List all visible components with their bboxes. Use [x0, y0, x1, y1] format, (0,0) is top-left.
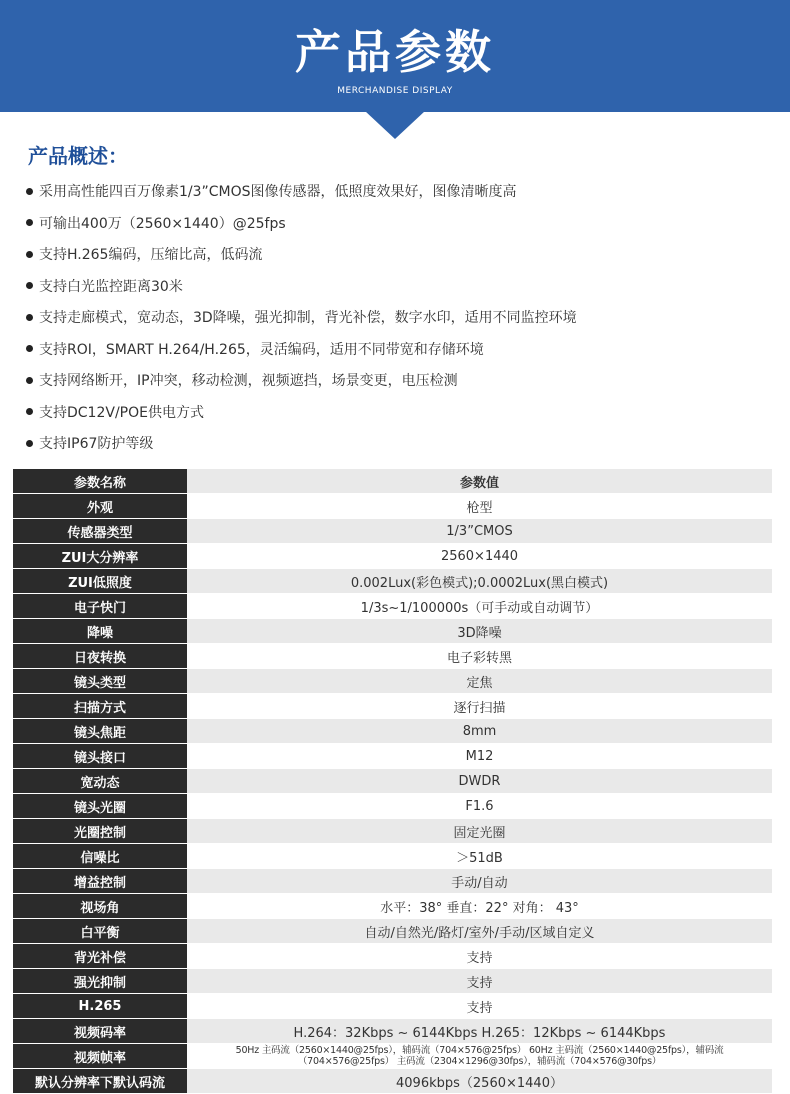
table-row	[13, 494, 772, 519]
param-name: 视场角	[13, 894, 187, 918]
param-name: ZUI大分辨率	[13, 544, 187, 568]
param-name: 背光补偿	[13, 944, 187, 968]
page-title: 产品参数	[295, 25, 495, 79]
overview-heading: 产品概述：	[28, 144, 128, 168]
param-value: 1/3s~1/100000s（可手动或自动调节）	[187, 594, 772, 618]
page-subtitle: MERCHANDISE DISPLAY	[337, 86, 453, 96]
list-item	[26, 304, 577, 336]
table-row	[13, 969, 772, 994]
param-value: 逐行扫描	[187, 694, 772, 718]
bullet-icon	[26, 219, 33, 226]
param-value: 自动/自然光/路灯/室外/手动/区域自定义	[187, 919, 772, 943]
list-item	[26, 367, 577, 399]
param-value: 支持	[187, 969, 772, 993]
feature-list	[26, 178, 577, 462]
header-name-cell: 参数名称	[13, 469, 187, 493]
param-name: 扫描方式	[13, 694, 187, 718]
param-name: 视频帧率	[13, 1044, 187, 1068]
param-name: ZUI低照度	[13, 569, 187, 593]
param-value: 支持	[187, 994, 772, 1018]
param-value: 手动/自动	[187, 869, 772, 893]
table-row	[13, 1069, 772, 1094]
param-name: 日夜转换	[13, 644, 187, 668]
table-row	[13, 594, 772, 619]
param-name: 光圈控制	[13, 819, 187, 843]
feature-text: 支持H.265编码，压缩比高，低码流	[39, 247, 263, 263]
param-name: 宽动态	[13, 769, 187, 793]
table-row	[13, 519, 772, 544]
table-row	[13, 769, 772, 794]
table-row	[13, 1019, 772, 1044]
table-row	[13, 844, 772, 869]
param-name: 镜头光圈	[13, 794, 187, 818]
param-name: 强光抑制	[13, 969, 187, 993]
param-name: 降噪	[13, 619, 187, 643]
bullet-icon	[26, 377, 33, 384]
param-value: 2560×1440	[187, 544, 772, 568]
table-row	[13, 744, 772, 769]
feature-text: 可输出400万（2560×1440）@25fps	[39, 215, 286, 232]
param-value: F1.6	[187, 794, 772, 818]
param-name: 白平衡	[13, 919, 187, 943]
feature-text: 支持网络断开，IP冲突，移动检测，视频遮挡，场景变更，电压检测	[39, 373, 458, 389]
table-row	[13, 894, 772, 919]
param-name: 默认分辨率下默认码流	[13, 1069, 187, 1093]
table-row	[13, 1044, 772, 1069]
table-row	[13, 919, 772, 944]
table-row	[13, 544, 772, 569]
param-value: 4096kbps（2560×1440）	[187, 1069, 772, 1093]
param-value: 电子彩转黑	[187, 644, 772, 668]
table-row	[13, 869, 772, 894]
param-name: 外观	[13, 494, 187, 518]
feature-text: 支持走廊模式，宽动态，3D降噪，强光抑制，背光补偿，数字水印，适用不同监控环境	[39, 310, 577, 326]
param-value: 1/3”CMOS	[187, 519, 772, 543]
bullet-icon	[26, 440, 33, 447]
table-row	[13, 944, 772, 969]
param-value: 固定光圈	[187, 819, 772, 843]
bullet-icon	[26, 282, 33, 289]
table-row	[13, 644, 772, 669]
header-banner	[0, 0, 790, 112]
banner-arrow-icon	[365, 111, 425, 139]
list-item	[26, 241, 577, 273]
bullet-icon	[26, 314, 33, 321]
bullet-icon	[26, 408, 33, 415]
param-name: H.265	[13, 994, 187, 1018]
param-value: 0.002Lux(彩色模式);0.0002Lux(黑白模式)	[187, 569, 772, 593]
bullet-icon	[26, 251, 33, 258]
list-item	[26, 178, 577, 210]
param-value: 支持	[187, 944, 772, 968]
bullet-icon	[26, 188, 33, 195]
table-row	[13, 569, 772, 594]
list-item	[26, 210, 577, 242]
feature-text: 支持IP67防护等级	[39, 436, 154, 452]
feature-text: 支持DC12V/POE供电方式	[39, 404, 204, 421]
table-row	[13, 719, 772, 744]
param-value: 水平：38° 垂直：22° 对角： 43°	[187, 894, 772, 918]
feature-text: 支持ROI，SMART H.264/H.265，灵活编码，适用不同带宽和存储环境	[39, 341, 484, 358]
param-name: 镜头焦距	[13, 719, 187, 743]
param-value: ＞51dB	[187, 844, 772, 868]
feature-text: 采用高性能四百万像素1/3”CMOS图像传感器，低照度效果好，图像清晰度高	[39, 184, 517, 200]
param-name: 传感器类型	[13, 519, 187, 543]
param-value: 3D降噪	[187, 619, 772, 643]
param-value: DWDR	[187, 769, 772, 793]
table-header-row	[13, 469, 772, 494]
param-value: 定焦	[187, 669, 772, 693]
list-item	[26, 430, 577, 462]
feature-text: 支持白光监控距离30米	[39, 278, 183, 295]
list-item	[26, 399, 577, 431]
param-name: 镜头接口	[13, 744, 187, 768]
list-item	[26, 336, 577, 368]
param-name: 镜头类型	[13, 669, 187, 693]
list-item	[26, 273, 577, 305]
table-row	[13, 619, 772, 644]
spec-table	[13, 469, 772, 1094]
header-value-cell: 参数值	[187, 469, 772, 493]
table-row	[13, 994, 772, 1019]
param-name: 视频码率	[13, 1019, 187, 1043]
param-value: M12	[187, 744, 772, 768]
table-row	[13, 819, 772, 844]
table-row	[13, 669, 772, 694]
param-value: 50Hz 主码流（2560×1440@25fps），辅码流（704×576@25fps） 60Hz 主码流（2560×1440@25fps），辅码流（704×576@25fps） 主码流（2304×1296@30fps），辅码流（704×576@30fps）	[187, 1044, 772, 1068]
param-name: 增益控制	[13, 869, 187, 893]
table-row	[13, 794, 772, 819]
table-row	[13, 694, 772, 719]
param-value: 枪型	[187, 494, 772, 518]
bullet-icon	[26, 345, 33, 352]
param-value: 8mm	[187, 719, 772, 743]
param-name: 电子快门	[13, 594, 187, 618]
param-name: 信噪比	[13, 844, 187, 868]
param-value: H.264：32Kbps ~ 6144Kbps H.265：12Kbps ~ 6144Kbps	[187, 1019, 772, 1043]
